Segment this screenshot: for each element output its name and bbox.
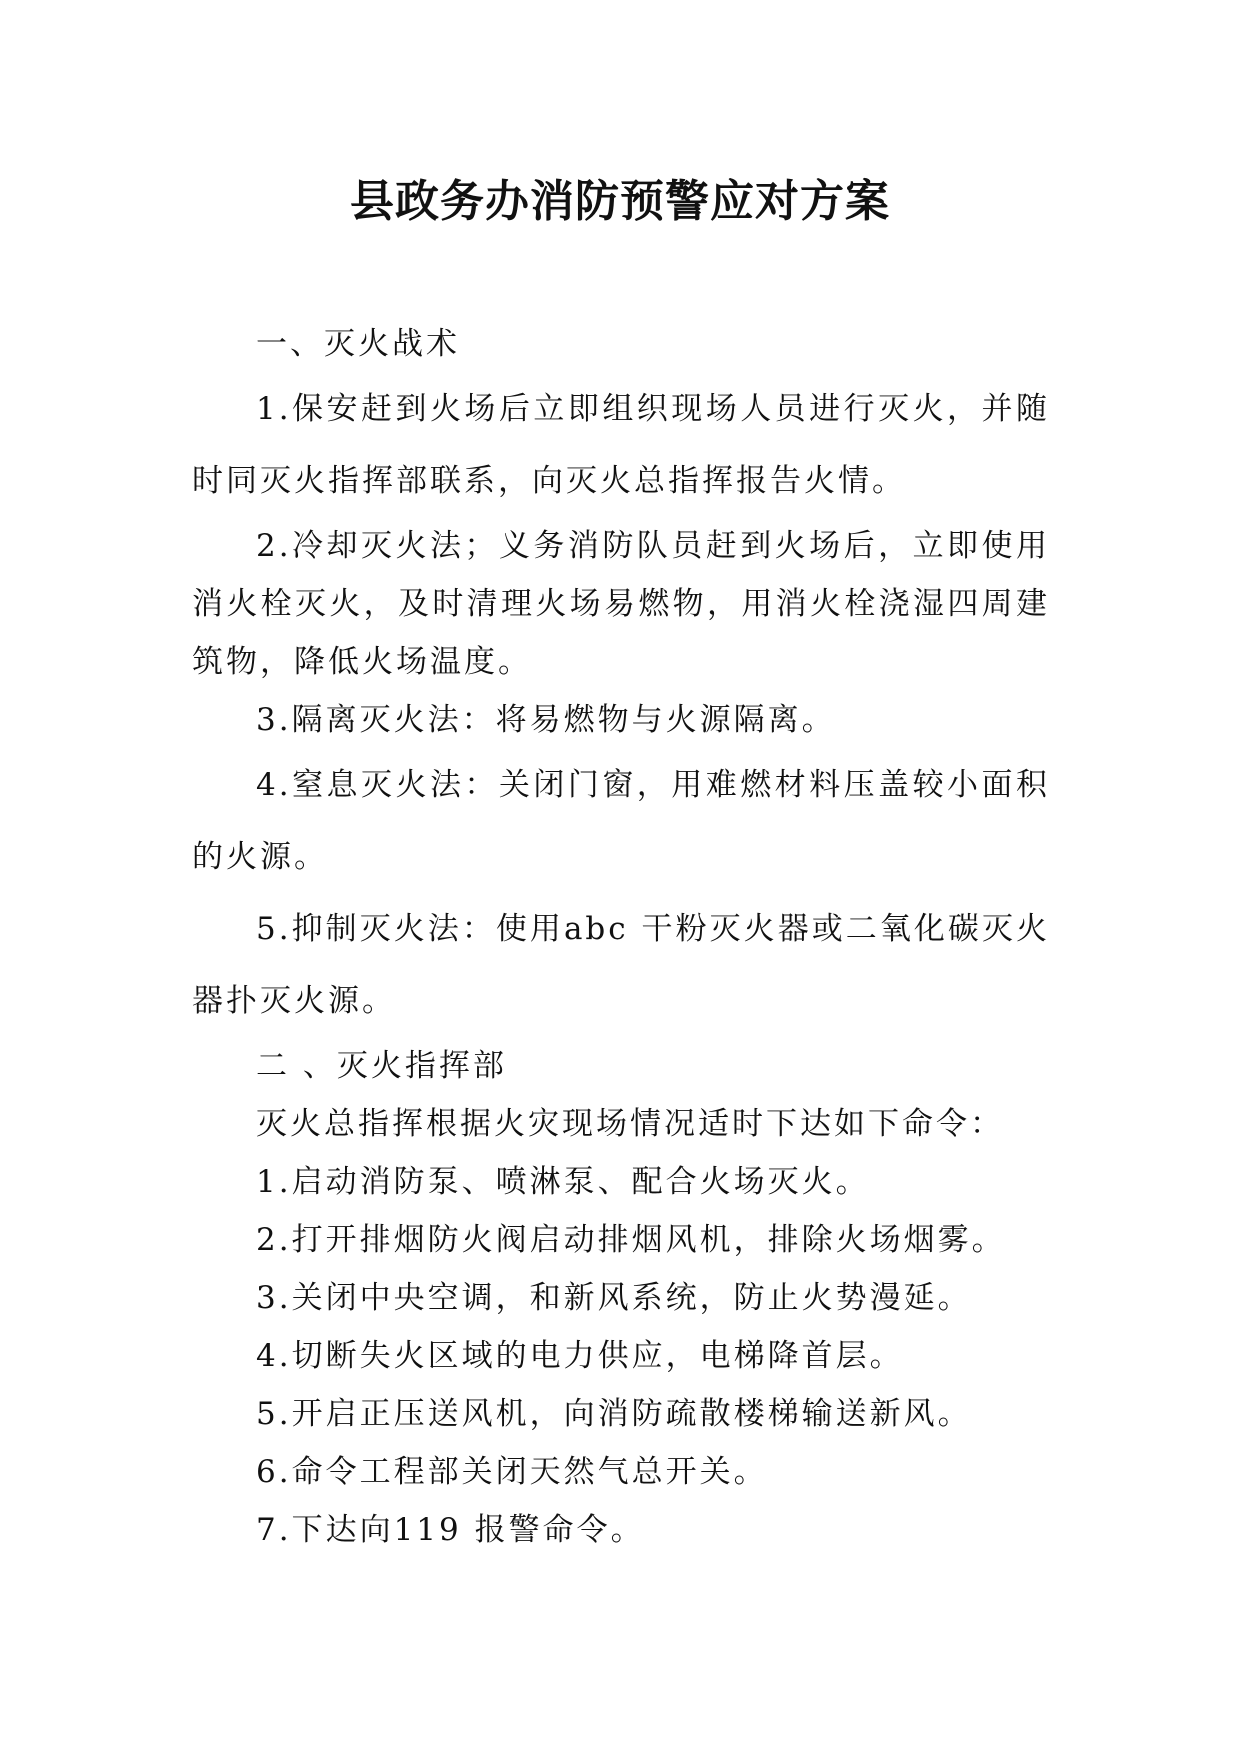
section-heading-2: 二 、灭火指挥部 [256, 1048, 507, 1084]
document-title: 县政务办消防预警应对方案 [350, 176, 890, 227]
section-heading-1: 一、灭火战术 [256, 326, 460, 362]
list-item: 5.开启正压送风机，向消防疏散楼梯输送新风。 [256, 1396, 972, 1432]
paragraph-5: 5.抑制灭火法：使用abc 干粉灭火器或二氧化碳灭火器扑灭火源。 [192, 911, 1050, 1019]
document-body [192, 315, 1050, 1559]
paragraph-4: 4.窒息灭火法：关闭门窗，用难燃材料压盖较小面积的火源。 [192, 767, 1050, 875]
paragraph-2: 2.冷却灭火法；义务消防队员赶到火场后，立即使用消火栓灭火，及时清理火场易燃物，用消火栓浇湿四周建筑物，降低火场温度。 [192, 528, 1050, 680]
list-item: 3.关闭中央空调，和新风系统，防止火势漫延。 [256, 1280, 972, 1316]
paragraph-3: 3.隔离灭火法：将易燃物与火源隔离。 [256, 702, 836, 738]
list-item: 7.下达向119 报警命令。 [256, 1512, 645, 1548]
paragraph-1: 1.保安赶到火场后立即组织现场人员进行灭火，并随时同灭火指挥部联系，向灭火总指挥报告火情。 [192, 391, 1050, 499]
list-item: 1.启动消防泵、喷淋泵、配合火场灭火。 [256, 1164, 870, 1200]
paragraph-6: 灭火总指挥根据火灾现场情况适时下达如下命令： [256, 1106, 1004, 1142]
list-item: 2.打开排烟防火阀启动排烟风机，排除火场烟雾。 [256, 1222, 1006, 1258]
list-item: 4.切断失火区域的电力供应，电梯降首层。 [256, 1338, 904, 1374]
list-item: 6.命令工程部关闭天然气总开关。 [256, 1454, 768, 1490]
